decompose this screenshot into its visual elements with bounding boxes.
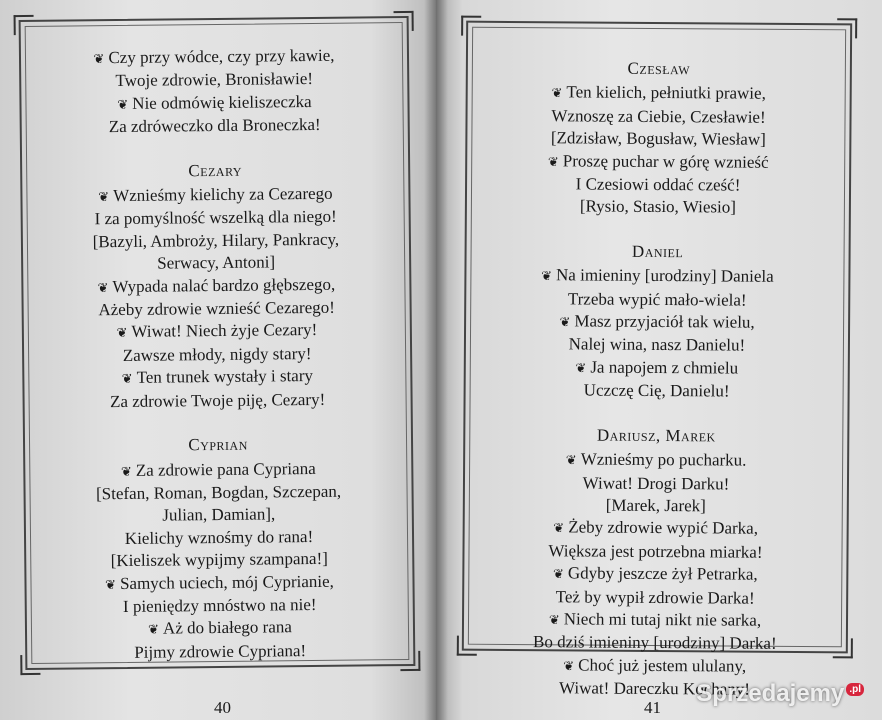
- verse-line: [475, 516, 837, 542]
- verse-line: [37, 639, 403, 665]
- verse-text: Uczczę Cię, Danielu!: [583, 380, 730, 401]
- verse-line: [475, 448, 837, 474]
- verse-text: Pijmy zdrowie Cypriana!: [134, 640, 307, 662]
- verse-text: Żeby zdrowie wypić Darka,: [568, 517, 759, 539]
- verse-text: Za zdróweczko dla Broneczka!: [108, 115, 321, 137]
- section-heading: Cyprian: [188, 434, 248, 455]
- verse-line: [475, 471, 837, 496]
- verse-line: [474, 585, 836, 610]
- verse-text: [Rysio, Stasio, Wiesio]: [579, 196, 736, 217]
- section-heading: Daniel: [631, 241, 684, 262]
- frame-corner-ornament: [461, 16, 481, 36]
- verse-text: Ten kielich, pełniutki prawie,: [566, 82, 766, 104]
- fleuron-bullet-icon: ❦: [552, 566, 564, 582]
- verse-line: [477, 149, 839, 175]
- verse-text: Wiwat! Dareczku Kochany!: [558, 678, 751, 699]
- verse-line: [476, 333, 838, 358]
- verse-line: [477, 195, 839, 220]
- verse-text: I Czesiowi oddać cześć!: [575, 174, 741, 195]
- verse-line: [477, 127, 839, 152]
- verse-line: [474, 608, 836, 634]
- verse-text: Serwacy, Antoni]: [157, 252, 276, 273]
- verse-line: [476, 287, 838, 312]
- verse-text: [Kieliszek wypijmy szampana!]: [110, 548, 328, 571]
- verse-text: Wznieśmy kielichy za Cezarego: [113, 183, 333, 206]
- page-number-right: 41: [644, 698, 661, 717]
- verse-line: [477, 173, 839, 198]
- right-page: [436, 0, 882, 720]
- verse-text: Kielichy wznośmy do rana!: [124, 526, 314, 548]
- fleuron-bullet-icon: ❦: [120, 463, 132, 479]
- fleuron-bullet-icon: ❦: [148, 621, 160, 638]
- verse-text: Wznieśmy po pucharku.: [580, 449, 747, 470]
- verse-text: Na imieniny [urodziny] Daniela: [556, 265, 774, 287]
- fleuron-bullet-icon: ❦: [97, 279, 109, 295]
- fleuron-bullet-icon: ❦: [565, 452, 577, 468]
- verse-text: Zawsze młody, nigdy stary!: [122, 343, 312, 365]
- left-page-text: [21, 44, 413, 665]
- verse-line: [477, 105, 839, 130]
- verse-text: I za pomyślność wszelką dla niego!: [94, 207, 337, 229]
- verse-text: Ten trunek wystały i stary: [136, 366, 314, 388]
- fleuron-bullet-icon: ❦: [121, 371, 133, 387]
- verse-text: Samych uciech, mój Cyprianie,: [119, 571, 334, 593]
- verse-text: Za zdrowie pana Cypriana: [135, 458, 316, 480]
- verse-line: [476, 264, 838, 290]
- verse-text: Wypada nalać bardzo głębszego,: [112, 274, 336, 296]
- verse-line: [478, 81, 840, 107]
- verse-text: [Marek, Jarek]: [605, 495, 706, 516]
- verse-line: [32, 113, 398, 139]
- verse-line: [474, 539, 836, 564]
- fleuron-bullet-icon: ❦: [553, 520, 565, 536]
- fleuron-bullet-icon: ❦: [93, 51, 105, 67]
- book-gutter-shadow: [424, 0, 448, 720]
- left-page-border-frame: [19, 16, 416, 670]
- fleuron-bullet-icon: ❦: [548, 612, 560, 628]
- verse-text: Ja napojem z chmielu: [590, 357, 739, 378]
- watermark-text: Sprzedajemy: [696, 680, 845, 707]
- verse-text: Większa jest potrzebna miarka!: [548, 540, 763, 562]
- verse-text: Proszę puchar w górę wznieść: [562, 150, 769, 172]
- verse-text: Gdyby jeszcze żył Petrarka,: [567, 563, 758, 584]
- verse-text: Julian, Damian],: [162, 504, 276, 525]
- verse-text: Aż do białego rana: [162, 617, 292, 638]
- verse-text: Za zdrowie Twoje piję, Cezary!: [109, 389, 326, 411]
- verse-text: Wiwat! Drogi Darku!: [582, 472, 730, 494]
- verse-text: Nie odmówię kieliszeczka: [132, 91, 312, 113]
- fleuron-bullet-icon: ❦: [98, 189, 110, 205]
- verse-line: [476, 356, 838, 382]
- watermark-badge: .pl: [846, 683, 864, 696]
- section-heading: Dariusz, Marek: [596, 425, 716, 446]
- fleuron-bullet-icon: ❦: [575, 360, 587, 376]
- left-page: [0, 0, 436, 720]
- verse-text: Wiwat! Niech żyje Cezary!: [131, 320, 318, 342]
- verse-text: Bo dziś imieniny [urodziny] Darka!: [532, 632, 777, 654]
- verse-text: [Zdzisław, Bogusław, Wiesław]: [550, 128, 766, 149]
- verse-text: Trzeba wypić mało-wiela!: [567, 289, 747, 310]
- verse-text: Choć już jestem ululany,: [578, 655, 747, 676]
- fleuron-bullet-icon: ❦: [105, 576, 117, 592]
- fleuron-bullet-icon: ❦: [559, 314, 571, 330]
- frame-corner-ornament: [837, 18, 857, 38]
- verse-line: [34, 388, 400, 414]
- fleuron-bullet-icon: ❦: [116, 325, 128, 341]
- verse-text: Wznoszę za Ciebie, Czesławie!: [551, 106, 766, 127]
- verse-text: I pieniędzy mnóstwo na nie!: [122, 594, 317, 616]
- verse-text: Nalej wina, nasz Danielu!: [568, 334, 746, 356]
- verse-line: [476, 310, 838, 336]
- verse-line: [476, 379, 838, 404]
- verse-text: Masz przyjaciół tak wielu,: [574, 311, 755, 332]
- right-page-text: [463, 57, 849, 702]
- verse-text: Czy przy wódce, czy przy kawie,: [108, 45, 335, 68]
- verse-text: [Stefan, Roman, Bogdan, Szczepan,: [95, 481, 342, 504]
- frame-corner-ornament: [14, 15, 34, 35]
- fleuron-bullet-icon: ❦: [551, 85, 563, 101]
- verse-line: [474, 631, 836, 656]
- verse-text: Niech mi tutaj nikt nie sarka,: [563, 609, 762, 630]
- fleuron-bullet-icon: ❦: [563, 658, 575, 674]
- frame-corner-ornament: [394, 11, 414, 31]
- verse-text: Ażeby zdrowie wznieść Cezarego!: [98, 297, 335, 320]
- verse-line: [474, 562, 836, 588]
- fleuron-bullet-icon: ❦: [117, 96, 129, 112]
- verse-text: [Bazyli, Ambroży, Hilary, Pankracy,: [92, 229, 340, 252]
- fleuron-bullet-icon: ❦: [547, 153, 559, 169]
- section-heading: Czesław: [627, 58, 691, 79]
- verse-text: Twoje zdrowie, Bronisławie!: [115, 69, 314, 91]
- verse-line: [475, 494, 837, 519]
- watermark-logo: [696, 680, 864, 708]
- page-number-left: 40: [214, 698, 231, 717]
- verse-line: [474, 653, 836, 679]
- verse-text: Też by wypił zdrowie Darka!: [555, 586, 755, 608]
- section-heading: Cezary: [188, 160, 243, 180]
- fleuron-bullet-icon: ❦: [541, 268, 553, 284]
